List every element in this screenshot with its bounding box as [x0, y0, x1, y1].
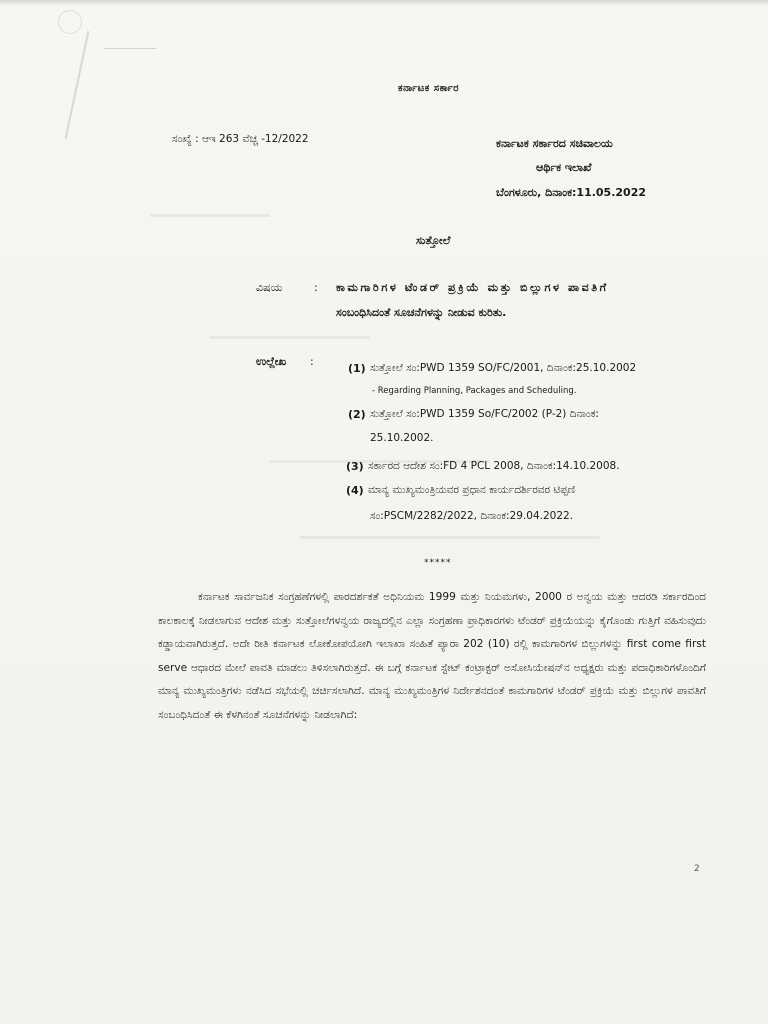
subject-label: ವಿಷಯ — [256, 281, 283, 294]
reference-4-line-2: ಸಂ:PSCM/2282/2022, ದಿನಾಂಕ:29.04.2022. — [370, 510, 574, 522]
reference-number: ಸಂಖ್ಯೆ : ಆಇ 263 ವೆಚ್ಚ -12/2022 — [172, 133, 309, 145]
references-colon: : — [310, 355, 314, 368]
section-divider: ***** — [424, 558, 452, 568]
reference-1-line-1: ಸುತ್ತೋಲೆ ಸಂ:PWD 1359 SO/FC/2001, ದಿನಾಂಕ:25.10.2002 — [370, 362, 637, 374]
reference-number-3: (3) — [346, 460, 364, 473]
page-number: 2 — [694, 864, 700, 874]
reference-number-2: (2) — [348, 408, 366, 421]
reference-3-line-1: ಸರ್ಕಾರದ ಆದೇಶ ಸಂ:FD 4 PCL 2008, ದಿನಾಂಕ:14.10.2008. — [368, 460, 620, 472]
office-line-1: ಕರ್ನಾಟಕ ಸರ್ಕಾರದ ಸಚಿವಾಲಯ — [496, 137, 613, 150]
reference-number-1: (1) — [348, 362, 366, 375]
subject-colon: : — [314, 281, 318, 294]
body-text: ಕರ್ನಾಟಕ ಸಾರ್ವಜನಿಕ ಸಂಗ್ರಹಣೆಗಳಲ್ಲಿ ಪಾರದರ್ಶಕತೆ ಅಧಿನಿಯಮ 1999 ಮತ್ತು ನಿಯಮಗಳು, 2000 ರ ಅನ್ವಯ ಮತ್ತು ಆದರಡಿ ಸರ್ಕಾರದಿಂದ ಕಾಲಕಾಲಕ್ಕೆ ನೀಡಲಾಗುವ ಆದೇಶ ಮತ್ತು ಸುತ್ತೋಲೆಗಳನ್ವಯ ರಾಜ್ಯದಲ್ಲಿನ ಎಲ್ಲಾ ಸಂಗ್ರಹಣಾ ಪ್ರಾಧಿಕಾರಗಳು ಟೆಂಡರ್ ಪ್ರಕ್ರಿಯೆಯನ್ನು ಕೈಗೊಂಡು ಗುತ್ತಿಗೆ ವಹಿಸುವುದು ಕಡ್ಡಾಯವಾಗಿರುತ್ತದೆ. ಅದೇ ರೀತಿ ಕರ್ನಾಟಕ ಲೋಕೋಪಯೋಗಿ ಇಲಾಖಾ ಸಂಹಿತೆ ಪ್ಯಾರಾ 202 (10) ರಲ್ಲಿ ಕಾಮಗಾರಿಗಳ ಬಿಲ್ಲುಗಳನ್ನು first come first serve ಆಧಾರದ ಮೇಲೆ ಪಾವತಿ ಮಾಡಲು ತಿಳಿಸಲಾಗಿರುತ್ತದೆ. ಈ ಬಗ್ಗೆ ಕರ್ನಾಟಕ ಸ್ಟೇಟ್ ಕಂಟ್ರಾಕ್ಟರ್ ಅಸೋಸಿಯೇಷನ್‌ನ ಅಧ್ಯಕ್ಷರು ಮತ್ತು ಪದಾಧಿಕಾರಿಗಳೊಂದಿಗೆ ಮಾನ್ಯ ಮುಖ್ಯಮಂತ್ರಿಗಳು ನಡೆಸಿದ ಸಭೆಯಲ್ಲಿ ಚರ್ಚಿಸಲಾಗಿದೆ. ಮಾನ್ಯ ಮುಖ್ಯಮಂತ್ರಿಗಳ ನಿರ್ದೇಶನದಂತೆ ಕಾಮಗಾರಿಗಳ ಟೆಂಡರ್ ಪ್ರಕ್ರಿಯೆ ಮತ್ತು ಬಿಲ್ಲುಗಳ ಪಾವತಿಗೆ ಸಂಬಂಧಿಸಿದಂತೆ ಈ ಕೆಳಗಿನಂತೆ ಸೂಚನೆಗಳನ್ನು ನೀಡಲಾಗಿದೆ: — [158, 591, 706, 721]
office-line-3: ಬೆಂಗಳೂರು, ದಿನಾಂಕ:11.05.2022 — [496, 186, 647, 199]
scan-edge-shadow — [0, 0, 768, 6]
scan-mark — [58, 10, 82, 34]
office-line-2: ಆರ್ಥಿಕ ಇಲಾಖೆ — [536, 161, 592, 174]
scan-mark — [104, 48, 156, 49]
bleed-through — [300, 536, 600, 539]
subject-line-2: ಸಂಬಂಧಿಸಿದಂತೆ ಸೂಚನೆಗಳನ್ನು ನೀಡುವ ಕುರಿತು. — [336, 306, 507, 319]
reference-2-line-1: ಸುತ್ತೋಲೆ ಸಂ:PWD 1359 So/FC/2002 (P-2) ದಿನಾಂಕ: — [370, 408, 599, 420]
scan-mark — [65, 31, 90, 139]
bleed-through — [210, 336, 370, 339]
document-type-heading: ಸುತ್ತೋಲೆ — [416, 234, 451, 247]
reference-4-line-1: ಮಾನ್ಯ ಮುಖ್ಯಮಂತ್ರಿಯವರ ಪ್ರಧಾನ ಕಾರ್ಯದರ್ಶಿರವರ ಟಿಪ್ಪಣಿ — [368, 484, 576, 496]
bleed-through — [150, 214, 270, 217]
body-paragraph — [158, 586, 706, 727]
reference-1-line-2: - Regarding Planning, Packages and Scheduling. — [372, 386, 577, 396]
subject-line-1: ಕಾಮಗಾರಿಗಳ ಟೆಂಡರ್ ಪ್ರಕ್ರಿಯೆ ಮತ್ತು ಬಿಲ್ಲುಗಳ ಪಾವತಿಗೆ — [336, 281, 609, 294]
government-title: ಕರ್ನಾಟಕ ಸರ್ಕಾರ — [398, 83, 460, 94]
reference-2-line-2: 25.10.2002. — [370, 432, 434, 444]
references-label: ಉಲ್ಲೇಖ — [256, 355, 287, 368]
reference-number-4: (4) — [346, 484, 364, 497]
